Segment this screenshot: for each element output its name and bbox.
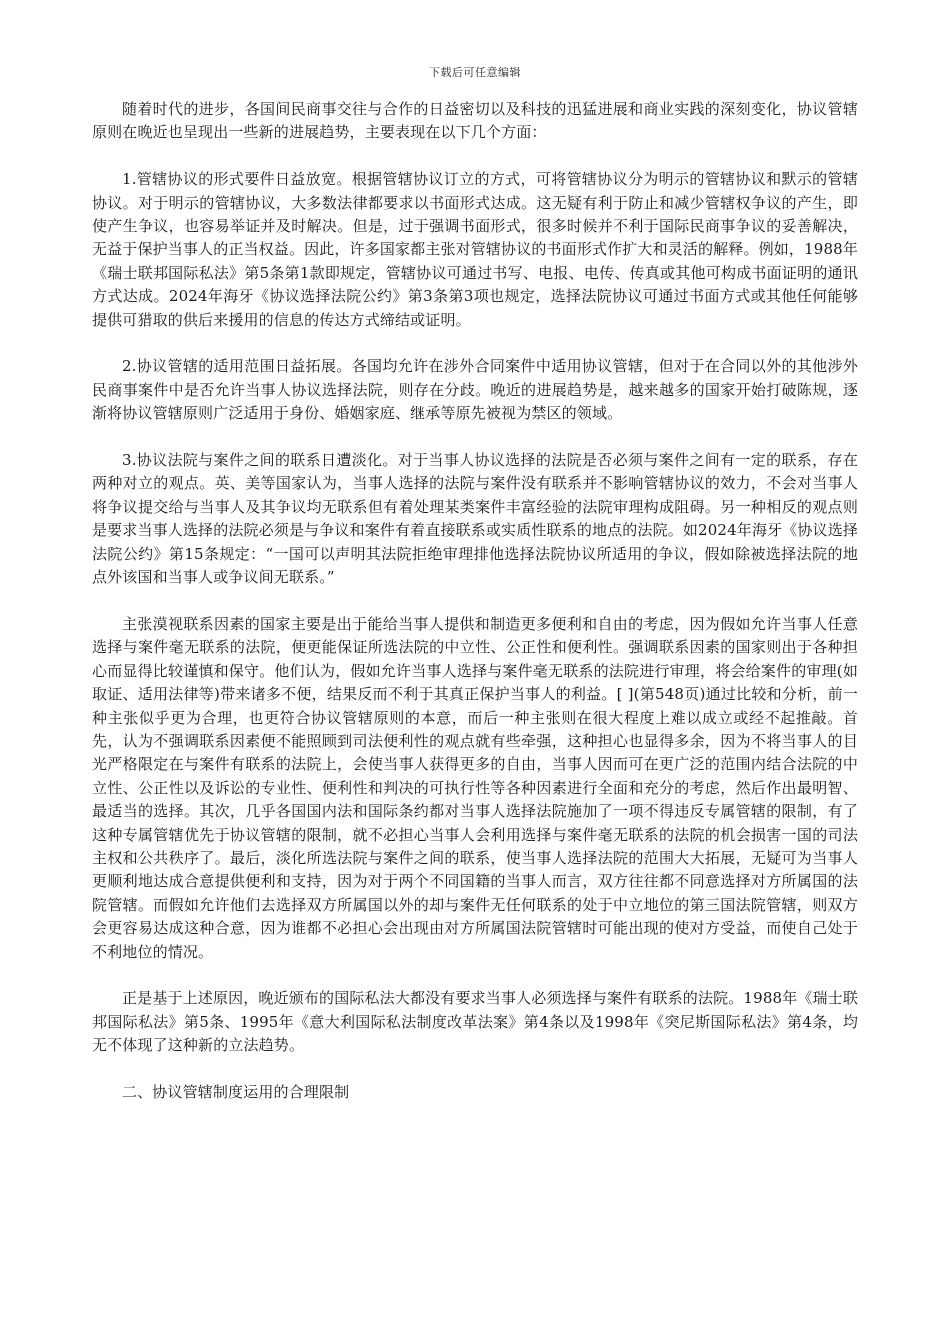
page-header: 下载后可任意编辑 bbox=[429, 66, 521, 79]
paragraph-analysis: 主张漠视联系因素的国家主要是出于能给当事人提供和制造更多便利和自由的考虑，因为假如允许当事人任意选择与案件毫无联系的法院，便更能保证所选法院的中立性、公正性和便利性。强调联系因素的国家则出于各种担心而显得比较谨慎和保守。他们认为，假如允许当事人选择与案件毫无联系的法院进行审理，将会给案件的审理(如取证、适用法律等)带来诸多不便，结果反而不利于其真正保护当事人的利益。[ ](第548页)通过比较和分析，前一种主张似乎更为合理，也更符合协议管辖原则的本意，而后一种主张则在很大程度上难以成立或经不起推敲。首先，认为不强调联系因素便不能照顾到司法便利性的观点就有些牵强，这种担心也显得多余，因为不将当事人的目光严格限定在与案件有联系的法院上，会使当事人获得更多的自由，当事人因而可在更广泛的范围内结合法院的中立性、公正性以及诉讼的专业性、便利性和判决的可执行性等各种因素进行全面和充分的考虑，然后作出最明智、最适当的选择。其次，几乎各国国内法和国际条约都对当事人选择法院施加了一项不得违反专属管辖的限制，有了这种专属管辖优先于协议管辖的限制，就不必担心当事人会利用选择与案件毫无联系的法院的机会损害一国的司法主权和公共秩序了。最后，淡化所选法院与案件之间的联系，使当事人选择法院的范围大大拓展，无疑可为当事人更顺利地达成合意提供便利和支持，因为对于两个不同国籍的当事人而言，双方往往都不同意选择对方所属国的法院管辖。而假如允许他们去选择双方所属国以外的却与案件无任何联系的处于中立地位的第三国法院管辖，则双方会更容易达成这种合意，因为谁都不必担心会出现由对方所属国法院管辖时可能出现的使对方受益，而使自己处于不利地位的情况。 bbox=[92, 614, 858, 961]
paragraph-gap bbox=[92, 589, 858, 612]
paragraph-gap bbox=[92, 964, 858, 987]
paragraph-conclusion: 正是基于上述原因，晚近颁布的国际私法大都没有要求当事人必须选择与案件有联系的法院。1988年《瑞士联邦国际私法》第5条、1995年《意大利国际私法制度改革法案》第4条以及1998年《突尼斯国际私法》第4条，均无不体现了这种新的立法趋势。 bbox=[92, 989, 858, 1055]
paragraph-gap bbox=[92, 332, 858, 355]
paragraph-gap bbox=[92, 426, 858, 449]
paragraph-connection-weakening: 3.协议法院与案件之间的联系日遭淡化。对于当事人协议选择的法院是否必须与案件之间有一定的联系，存在两种对立的观点。英、美等国家认为，当事人选择的法院与案件没有联系并不影响管辖协议的效力，不会对当事人将争议提交给与当事人及其争议均无联系但有着处理某类案件丰富经验的法院审理构成阻碍。另一种相反的观点则是要求当事人选择的法院必须是与争议和案件有着直接联系或实质性联系的地点的法院。如2024年海牙《协议选择法院公约》第15条规定：“一国可以声明其法院拒绝审理排他选择法院协议所适用的争议，假如除被选择法院的地点外该国和当事人或争议间无联系。” bbox=[92, 451, 858, 587]
section-heading: 二、协议管辖制度运用的合理限制 bbox=[122, 1082, 350, 1101]
document-body bbox=[92, 98, 858, 1104]
paragraph-scope-expansion: 2.协议管辖的适用范围日益拓展。各国均允许在涉外合同案件中适用协议管辖，但对于在合同以外的其他涉外民商事案件中是否允许当事人协议选择法院，则存在分歧。晚近的进展趋势是，越来越多的国家开始打破陈规，逐渐将协议管辖原则广泛适用于身份、婚姻家庭、继承等原先被视为禁区的领域。 bbox=[92, 357, 858, 423]
paragraph-form-requirements: 1.管辖协议的形式要件日益放宽。根据管辖协议订立的方式，可将管辖协议分为明示的管辖协议和默示的管辖协议。对于明示的管辖协议，大多数法律都要求以书面形式达成。这无疑有利于防止和减少管辖权争议的产生，即使产生争议，也容易举证并及时解决。但是，过于强调书面形式，很多时候并不利于国际民商事争议的妥善解决，无益于保护当事人的正当权益。因此，许多国家都主张对管辖协议的书面形式作扩大和灵活的解释。例如，1988年《瑞士联邦国际私法》第5条第1款即规定，管辖协议可通过书写、电报、电传、传真或其他可构成书面证明的通讯方式达成。2024年海牙《协议选择法院公约》第3条第3项也规定，选择法院协议可通过书面方式或其他任何能够提供可猎取的供后来援用的信息的传达方式缔结或证明。 bbox=[92, 170, 858, 329]
paragraph-intro: 随着时代的进步，各国间民商事交往与合作的日益密切以及科技的迅猛进展和商业实践的深刻变化，协议管辖原则在晚近也呈现出一些新的进展趋势，主要表现在以下几个方面： bbox=[92, 100, 858, 142]
paragraph-gap bbox=[92, 1058, 858, 1081]
paragraph-gap bbox=[92, 145, 858, 168]
